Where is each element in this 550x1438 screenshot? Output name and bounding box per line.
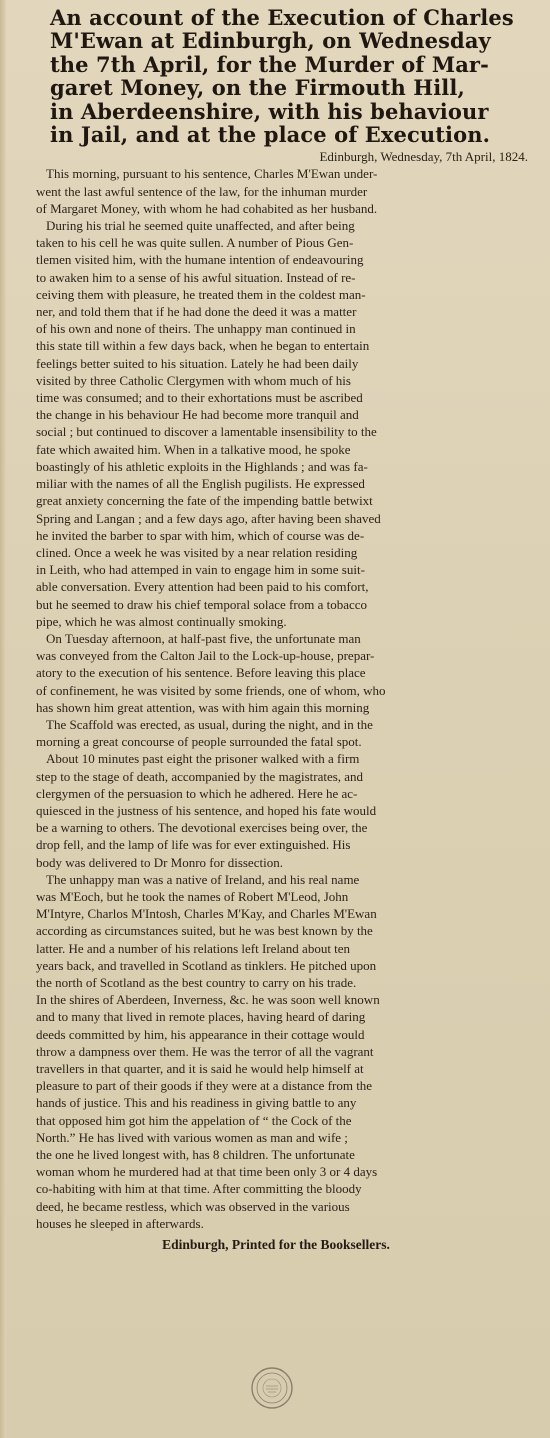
text-line: has shown him great attention, was with him again this morning: [36, 699, 370, 715]
text-line: body was delivered to Dr Monro for dissection.: [36, 854, 283, 870]
article-body: [36, 165, 538, 1232]
title-line: An account of the Execution of Charles: [50, 5, 514, 30]
text-line: social ; but continued to discover a lamentable insensibility to the: [36, 424, 377, 440]
text-line: North.” He has lived with various women as man and wife ;: [36, 1129, 348, 1145]
text-line: ner, and told them that if he had done the deed it was a matter: [36, 304, 357, 320]
text-line: visited by three Catholic Clergymen with whom much of his: [36, 372, 351, 388]
text-line: This morning, pursuant to his sentence, Charles M'Ewan under-: [46, 166, 378, 182]
text-line: The Scaffold was erected, as usual, during the night, and in the: [46, 716, 373, 732]
text-line: of Margaret Money, with whom he had cohabited as her husband.: [36, 200, 378, 216]
text-line: step to the stage of death, accompanied by the magistrates, and: [36, 768, 364, 784]
text-line: clergymen of the persuasion to which he adhered. Here he ac-: [36, 785, 358, 801]
paragraph: [36, 871, 538, 1232]
title-line: in Jail, and at the place of Execution.: [50, 122, 490, 148]
text-line: of his own and none of theirs. The unhappy man continued in: [36, 321, 356, 337]
text-line: woman whom he murdered had at that time been only 3 or 4 days: [36, 1164, 378, 1180]
text-line: great anxiety concerning the fate of the impending battle betwixt: [36, 493, 373, 509]
paragraph: [36, 716, 538, 750]
text-line: went the last awful sentence of the law, for the inhuman murder: [36, 183, 368, 199]
text-line: be a warning to others. The devotional exercises being over, the: [36, 820, 368, 836]
text-line: clined. Once a week he was visited by a near relation residing: [36, 544, 358, 560]
title-line: in Aberdeenshire, with his behaviour: [50, 98, 489, 124]
text-line: deed, he became restless, which was observed in the various: [36, 1198, 350, 1214]
text-line: the one he lived longest with, has 8 children. The unfortunate: [36, 1147, 355, 1163]
text-line: to awaken him to a sense of his awful situation. Instead of re-: [36, 269, 356, 285]
text-line: co-habiting with him at that time. After committing the bloody: [36, 1181, 362, 1197]
text-line: fate which awaited him. When in a talkative mood, he spoke: [36, 441, 351, 457]
text-line: atory to the execution of his sentence. Before leaving this place: [36, 665, 366, 681]
text-line: drop fell, and the lamp of life was for ever extinguished. His: [36, 837, 351, 853]
text-line: was M'Eoch, but he took the names of Robert M'Leod, John: [36, 888, 349, 904]
text-line: he invited the barber to spar with him, which of course was de-: [36, 527, 365, 543]
text-line: pipe, which he was almost continually smoking.: [36, 613, 287, 629]
text-line: The unhappy man was a native of Ireland, and his real name: [46, 871, 360, 887]
paragraph: [36, 165, 538, 217]
text-line: quiesced in the justness of his sentence, and hoped his fate would: [36, 802, 377, 818]
paragraph: [36, 630, 538, 716]
title-line: M'Ewan at Edinburgh, on Wednesday: [50, 28, 491, 54]
text-line: but he seemed to draw his chief temporal solace from a tobacco: [36, 596, 368, 612]
text-line: morning a great concourse of people surrounded the fatal spot.: [36, 734, 362, 750]
paragraph: [36, 750, 538, 870]
text-line: according as circumstances suited, but he was best known by the: [36, 923, 373, 939]
text-line: that opposed him got him the appelation of “ the Cock of the: [36, 1112, 352, 1128]
paragraph: [36, 217, 538, 630]
text-line: ceiving them with pleasure, he treated them in the coldest man-: [36, 286, 366, 302]
paper-edge: [0, 0, 6, 1438]
title-line: the 7th April, for the Murder of Mar-: [50, 51, 489, 77]
text-line: years back, and travelled in Scotland as tinklers. He pitched upon: [36, 957, 377, 973]
text-line: in Leith, who had attemped in vain to engage him in some suit-: [36, 562, 365, 578]
library-stamp-icon: [250, 1366, 294, 1410]
text-line: M'Intyre, Charlos M'Intosh, Charles M'Kay, and Charles M'Ewan: [36, 906, 377, 922]
text-line: On Tuesday afternoon, at half-past five, the unfortunate man: [46, 630, 361, 646]
text-line: of confinement, he was visited by some friends, one of whom, who: [36, 682, 386, 698]
text-line: Spring and Langan ; and a few days ago, after having been shaved: [36, 510, 381, 526]
text-line: In the shires of Aberdeen, Inverness, &c. he was soon well known: [36, 992, 380, 1008]
text-line: latter. He and a number of his relations left Ireland about ten: [36, 940, 351, 956]
text-line: the north of Scotland as the best country to carry on his trade.: [36, 974, 357, 990]
text-line: time was consumed; and to their exhortations must be ascribed: [36, 390, 363, 406]
text-line: the change in his behaviour He had become more tranquil and: [36, 407, 359, 423]
text-line: this state till within a few days back, when he began to entertain: [36, 338, 370, 354]
text-line: feelings better suited to his situation. Lately he had been daily: [36, 355, 359, 371]
printer-imprint: Edinburgh, Printed for the Booksellers.: [162, 1237, 390, 1253]
text-line: taken to his cell he was quite sullen. A number of Pious Gen-: [36, 235, 354, 251]
broadside-title: [50, 6, 538, 146]
text-line: boastingly of his athletic exploits in the Highlands ; and was fa-: [36, 458, 368, 474]
text-line: houses he sleeped in afterwards.: [36, 1215, 204, 1231]
text-line: travellers in that quarter, and it is said he would help himself at: [36, 1061, 364, 1076]
text-line: hands of justice. This and his readiness in giving battle to any: [36, 1095, 357, 1111]
text-line: About 10 minutes past eight the prisoner walked with a firm: [46, 751, 360, 767]
title-line: garet Money, on the Firmouth Hill,: [50, 75, 465, 101]
text-line: was conveyed from the Calton Jail to the Lock-up-house, prepar-: [36, 648, 375, 664]
text-line: pleasure to part of their goods if they were at a distance from the: [36, 1078, 373, 1094]
text-line: deeds committed by him, his appearance in their cottage would: [36, 1026, 365, 1042]
text-line: tlemen visited him, with the humane intention of endeavouring: [36, 252, 364, 268]
text-line: miliar with the names of all the English pugilists. He expressed: [36, 476, 365, 492]
dateline: Edinburgh, Wednesday, 7th April, 1824.: [319, 149, 528, 165]
text-line: During his trial he seemed quite unaffected, and after being: [46, 218, 355, 234]
text-line: and to many that lived in remote places, having heard of daring: [36, 1009, 366, 1025]
text-line: able conversation. Every attention had been paid to his comfort,: [36, 579, 369, 595]
text-line: throw a dampness over them. He was the terror of all the vagrant: [36, 1043, 374, 1059]
